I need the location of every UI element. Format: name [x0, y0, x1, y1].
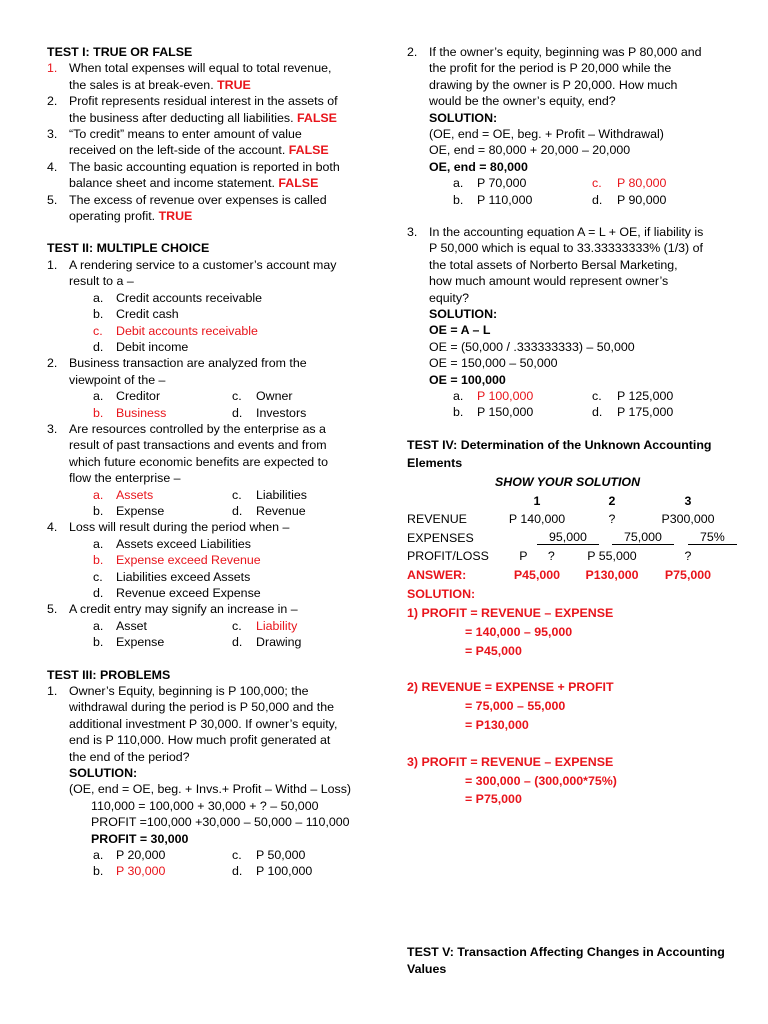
formula: (OE, end = OE, beg. + Profit – Withdrawal) [429, 127, 664, 142]
left-column [47, 44, 367, 880]
answer-row: ANSWER: P45,000 P130,000 P75,000 [407, 567, 712, 582]
answer-badge: TRUE [217, 77, 251, 92]
test1-title: TEST I: TRUE OR FALSE [47, 45, 193, 59]
solution-label: SOLUTION: [429, 110, 498, 125]
option-correct: Liability [256, 618, 298, 633]
test2-title: TEST II: MULTIPLE CHOICE [47, 241, 210, 256]
result: = P130,000 [465, 717, 529, 732]
option-correct: c. Debit accounts receivable [93, 323, 258, 338]
test1-item-3: 3. “To credit” means to enter amount of value received on the left-side of the account. FALSE [47, 127, 329, 158]
formula: 3) PROFIT = REVENUE – EXPENSE [407, 754, 614, 769]
option-row: a. Asset c. Liability [93, 618, 298, 633]
test2-question-4: 4. Loss will result during the period when – [47, 520, 290, 535]
solution-label: SOLUTION: [429, 307, 498, 322]
test3-title: TEST III: PROBLEMS [47, 667, 171, 682]
option-row: b. P 150,000 d. P 175,000 [453, 405, 674, 420]
test2-question-2: 2. Business transaction are analyzed from the viewpoint of the – [47, 356, 307, 387]
option-correct: P 80,000 [617, 176, 667, 191]
item-number: 1. [47, 61, 58, 76]
test2-question-3: 3. Are resources controlled by the enterprise as a result of past transactions and events and from which future economic benefits are expected to flow the enterprise – [47, 421, 328, 486]
test1-item-4: 4. The basic accounting equation is reported in both balance sheet and income statement. FALSE [47, 159, 340, 191]
formula: OE = A – L [429, 323, 491, 338]
result: PROFIT = 30,000 [91, 831, 189, 846]
item-number: 3. [47, 127, 58, 142]
answer-badge: FALSE [297, 110, 337, 125]
option: d. Debit income [93, 339, 189, 354]
option-correct: Assets [116, 487, 154, 502]
test2-question-1: 1. A rendering service to a customer’s account may result to a – [47, 257, 337, 289]
result: = P75,000 [465, 792, 522, 807]
option-row: a. P 100,000 c. P 125,000 [453, 389, 674, 404]
test3-problem-2: 2. If the owner’s equity, beginning was P 80,000 and the profit for the period is P 20,000 while the drawing by the owner is P 20,000. How much would be the owner’s equity, end? SOLUTION: (OE, end = OE, beg. + Profit – Withdrawal) OE, end = 80,000 + 20,000 – 20,000 OE, end = 80,000 [407, 44, 729, 175]
formula: 1) PROFIT = REVENUE – EXPENSE [407, 605, 614, 620]
test2-question-5: 5. A credit entry may signify an increase in – [47, 602, 298, 617]
option: d. Revenue exceed Expense [93, 585, 261, 600]
option-row: a. Creditor c. Owner [93, 389, 293, 404]
option-row: a. Assets c. Liabilities [93, 487, 307, 502]
option-row: b. Business d. Investors [93, 405, 307, 420]
option-correct: Business [116, 405, 167, 420]
option: a. Assets exceed Liabilities [93, 536, 251, 551]
result: = P45,000 [465, 643, 522, 658]
test4-subtitle: SHOW YOUR SOLUTION [495, 474, 641, 489]
option: b. Credit cash [93, 307, 179, 322]
table-header-row: 1 2 3 [533, 493, 692, 508]
test3-problem-3: 3. In the accounting equation A = L + OE, if liability is P 50,000 which is equal to 33.33333333% (1/3) of the total assets of Norberto Bersal Marketing, how much amount would represent owner’s equity? SOLUTION: OE = A – L OE = (50,000 / .333333333) – 50,000 OE = 150,000 – 50,000 OE = 100,000 [407, 224, 729, 388]
test3-problem-1: 1. Owner’s Equity, beginning is P 100,000; the withdrawal during the period is P 50,000 and the additional investment P 30,000. If owner’s equity, end is P 110,000. How much profit generated at the end of the period? SOLUTION: (OE, end = OE, beg. + Invs.+ Profit – Withd – Loss) 110,000 = 100,000 + 30,000 + ? – 50,000 PROFIT =100,000 +30,000 – 50,000 – 110,000 PROFIT = 30,000 [47, 683, 367, 847]
option-row: a. P 20,000 c. P 50,000 [93, 848, 306, 862]
option: a. Credit accounts receivable [93, 290, 263, 305]
result: OE = 100,000 [429, 372, 506, 387]
table-row: REVENUE P 140,000 ? P300,000 [407, 512, 715, 527]
test1-item-1: 1. When total expenses will equal to total revenue, the sales is at break-even. TRUE [47, 61, 332, 92]
option-correct: P 100,000 [477, 389, 534, 404]
test1-item-2: 2. Profit represents residual interest in the assets of the business after deducting all liabilities. FALSE [47, 94, 338, 125]
option-row: b. P 110,000 d. P 90,000 [453, 192, 667, 207]
right-column [407, 44, 729, 809]
item-number: 5. [47, 192, 58, 207]
option-correct: P 30,000 [116, 864, 166, 879]
result: OE, end = 80,000 [429, 159, 528, 174]
formula: 2) REVENUE = EXPENSE + PROFIT [407, 680, 614, 695]
option-row: a. P 70,000 c. P 80,000 [453, 176, 667, 191]
option-row: b. Expense d. Drawing [93, 635, 302, 650]
solution-label: SOLUTION: [69, 765, 138, 780]
answer-badge: FALSE [288, 143, 329, 158]
test1-item-5: 5. The excess of revenue over expenses is called operating profit. TRUE [47, 192, 327, 224]
table-row: EXPENSES 95,000 75,000 75% [407, 530, 729, 549]
option: c. Liabilities exceed Assets [93, 569, 251, 584]
option-correct: b. Expense exceed Revenue [93, 553, 261, 568]
answer-badge: FALSE [278, 176, 319, 191]
option-row: b. P 30,000 d. P 100,000 [93, 864, 313, 879]
answer-badge: TRUE [158, 209, 193, 224]
option-row: b. Expense d. Revenue [93, 503, 306, 518]
test4-title: TEST IV: Determination of the Unknown Accounting Elements [407, 437, 712, 471]
item-number: 2. [47, 94, 58, 109]
table-row: PROFIT/LOSS P ? P 55,000 ? [407, 549, 692, 564]
test5-title: TEST V: Transaction Affecting Changes in Accounting Values [407, 945, 725, 976]
test4-solution: SOLUTION: 1) PROFIT = REVENUE – EXPENSE = 140,000 – 95,000 = P45,000 2) REVENUE = EXPENSE + PROFIT = 75,000 – 55,000 = P130,000 3) PROFIT = REVENUE – EXPENSE = 300,000 – (300,000*75%) = P75,000 [407, 585, 729, 809]
item-number: 4. [47, 159, 58, 174]
formula: (OE, end = OE, beg. + Invs.+ Profit – Withd – Loss) [69, 782, 352, 797]
